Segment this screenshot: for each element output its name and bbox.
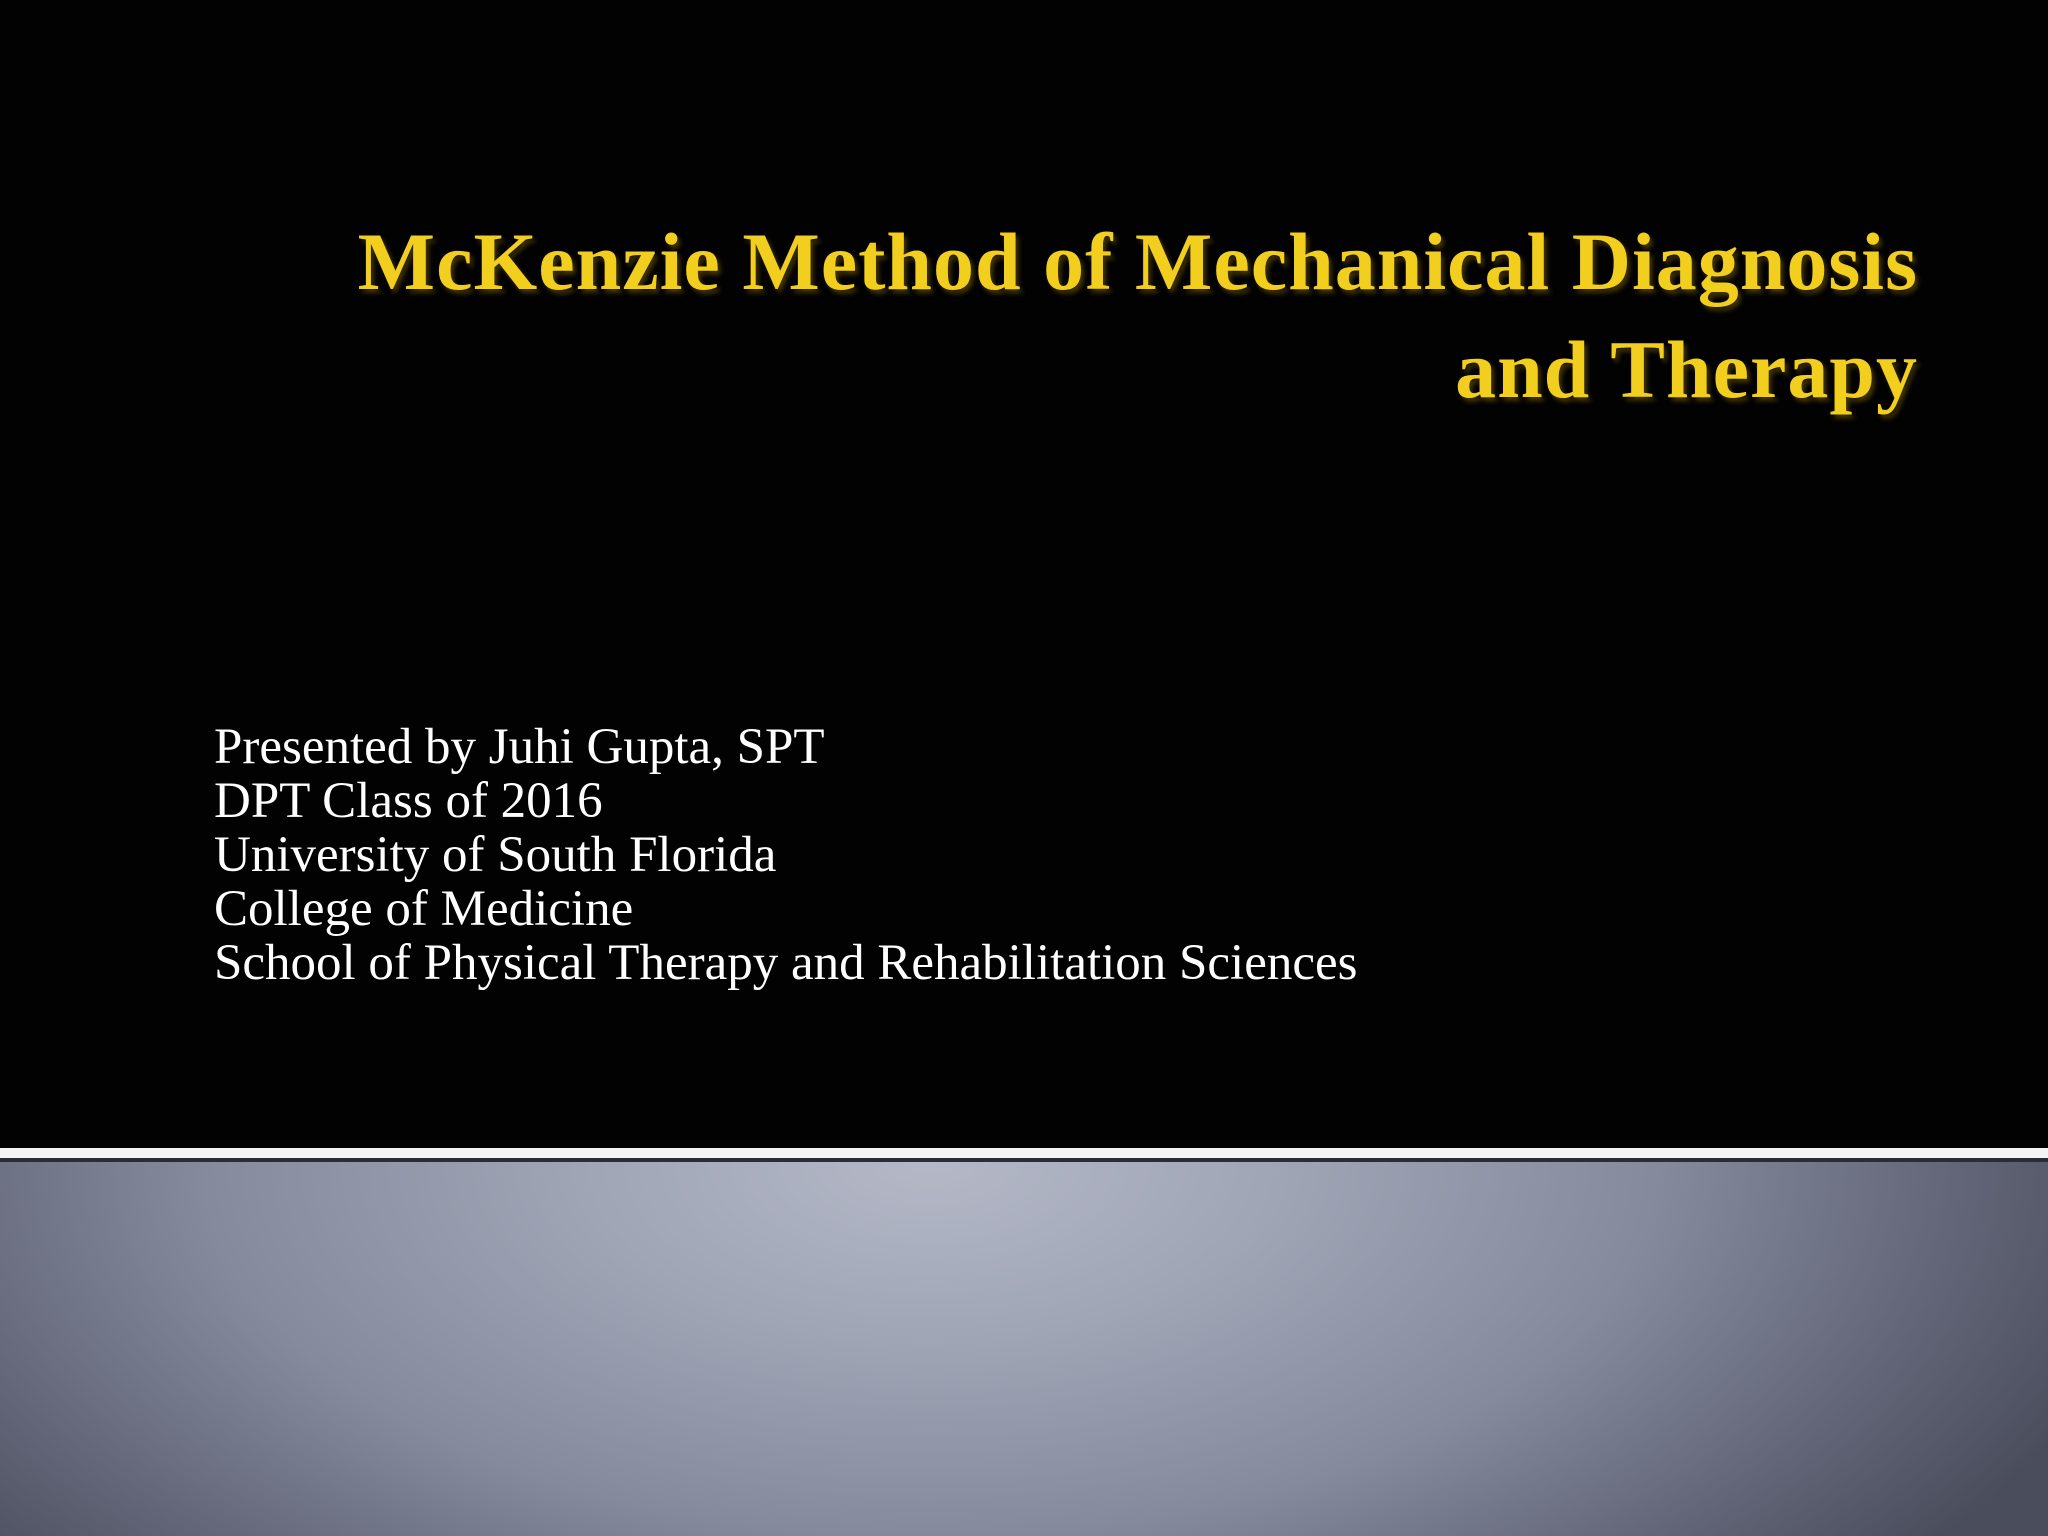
presenter-line: Presented by Juhi Gupta, SPT xyxy=(214,719,825,775)
university-line: University of South Florida xyxy=(214,827,777,883)
college-line: College of Medicine xyxy=(214,881,634,937)
gradient-panel xyxy=(0,1162,2048,1536)
slide-title-line-1: McKenzie Method of Mechanical Diagnosis xyxy=(357,216,1918,307)
slide-title xyxy=(180,208,1918,424)
slide-title-line-2: and Therapy xyxy=(1455,324,1918,415)
divider-line xyxy=(0,1148,2048,1158)
school-line: School of Physical Therapy and Rehabilitation Sciences xyxy=(214,935,1358,991)
class-line: DPT Class of 2016 xyxy=(214,773,603,829)
presenter-info xyxy=(214,720,1357,990)
